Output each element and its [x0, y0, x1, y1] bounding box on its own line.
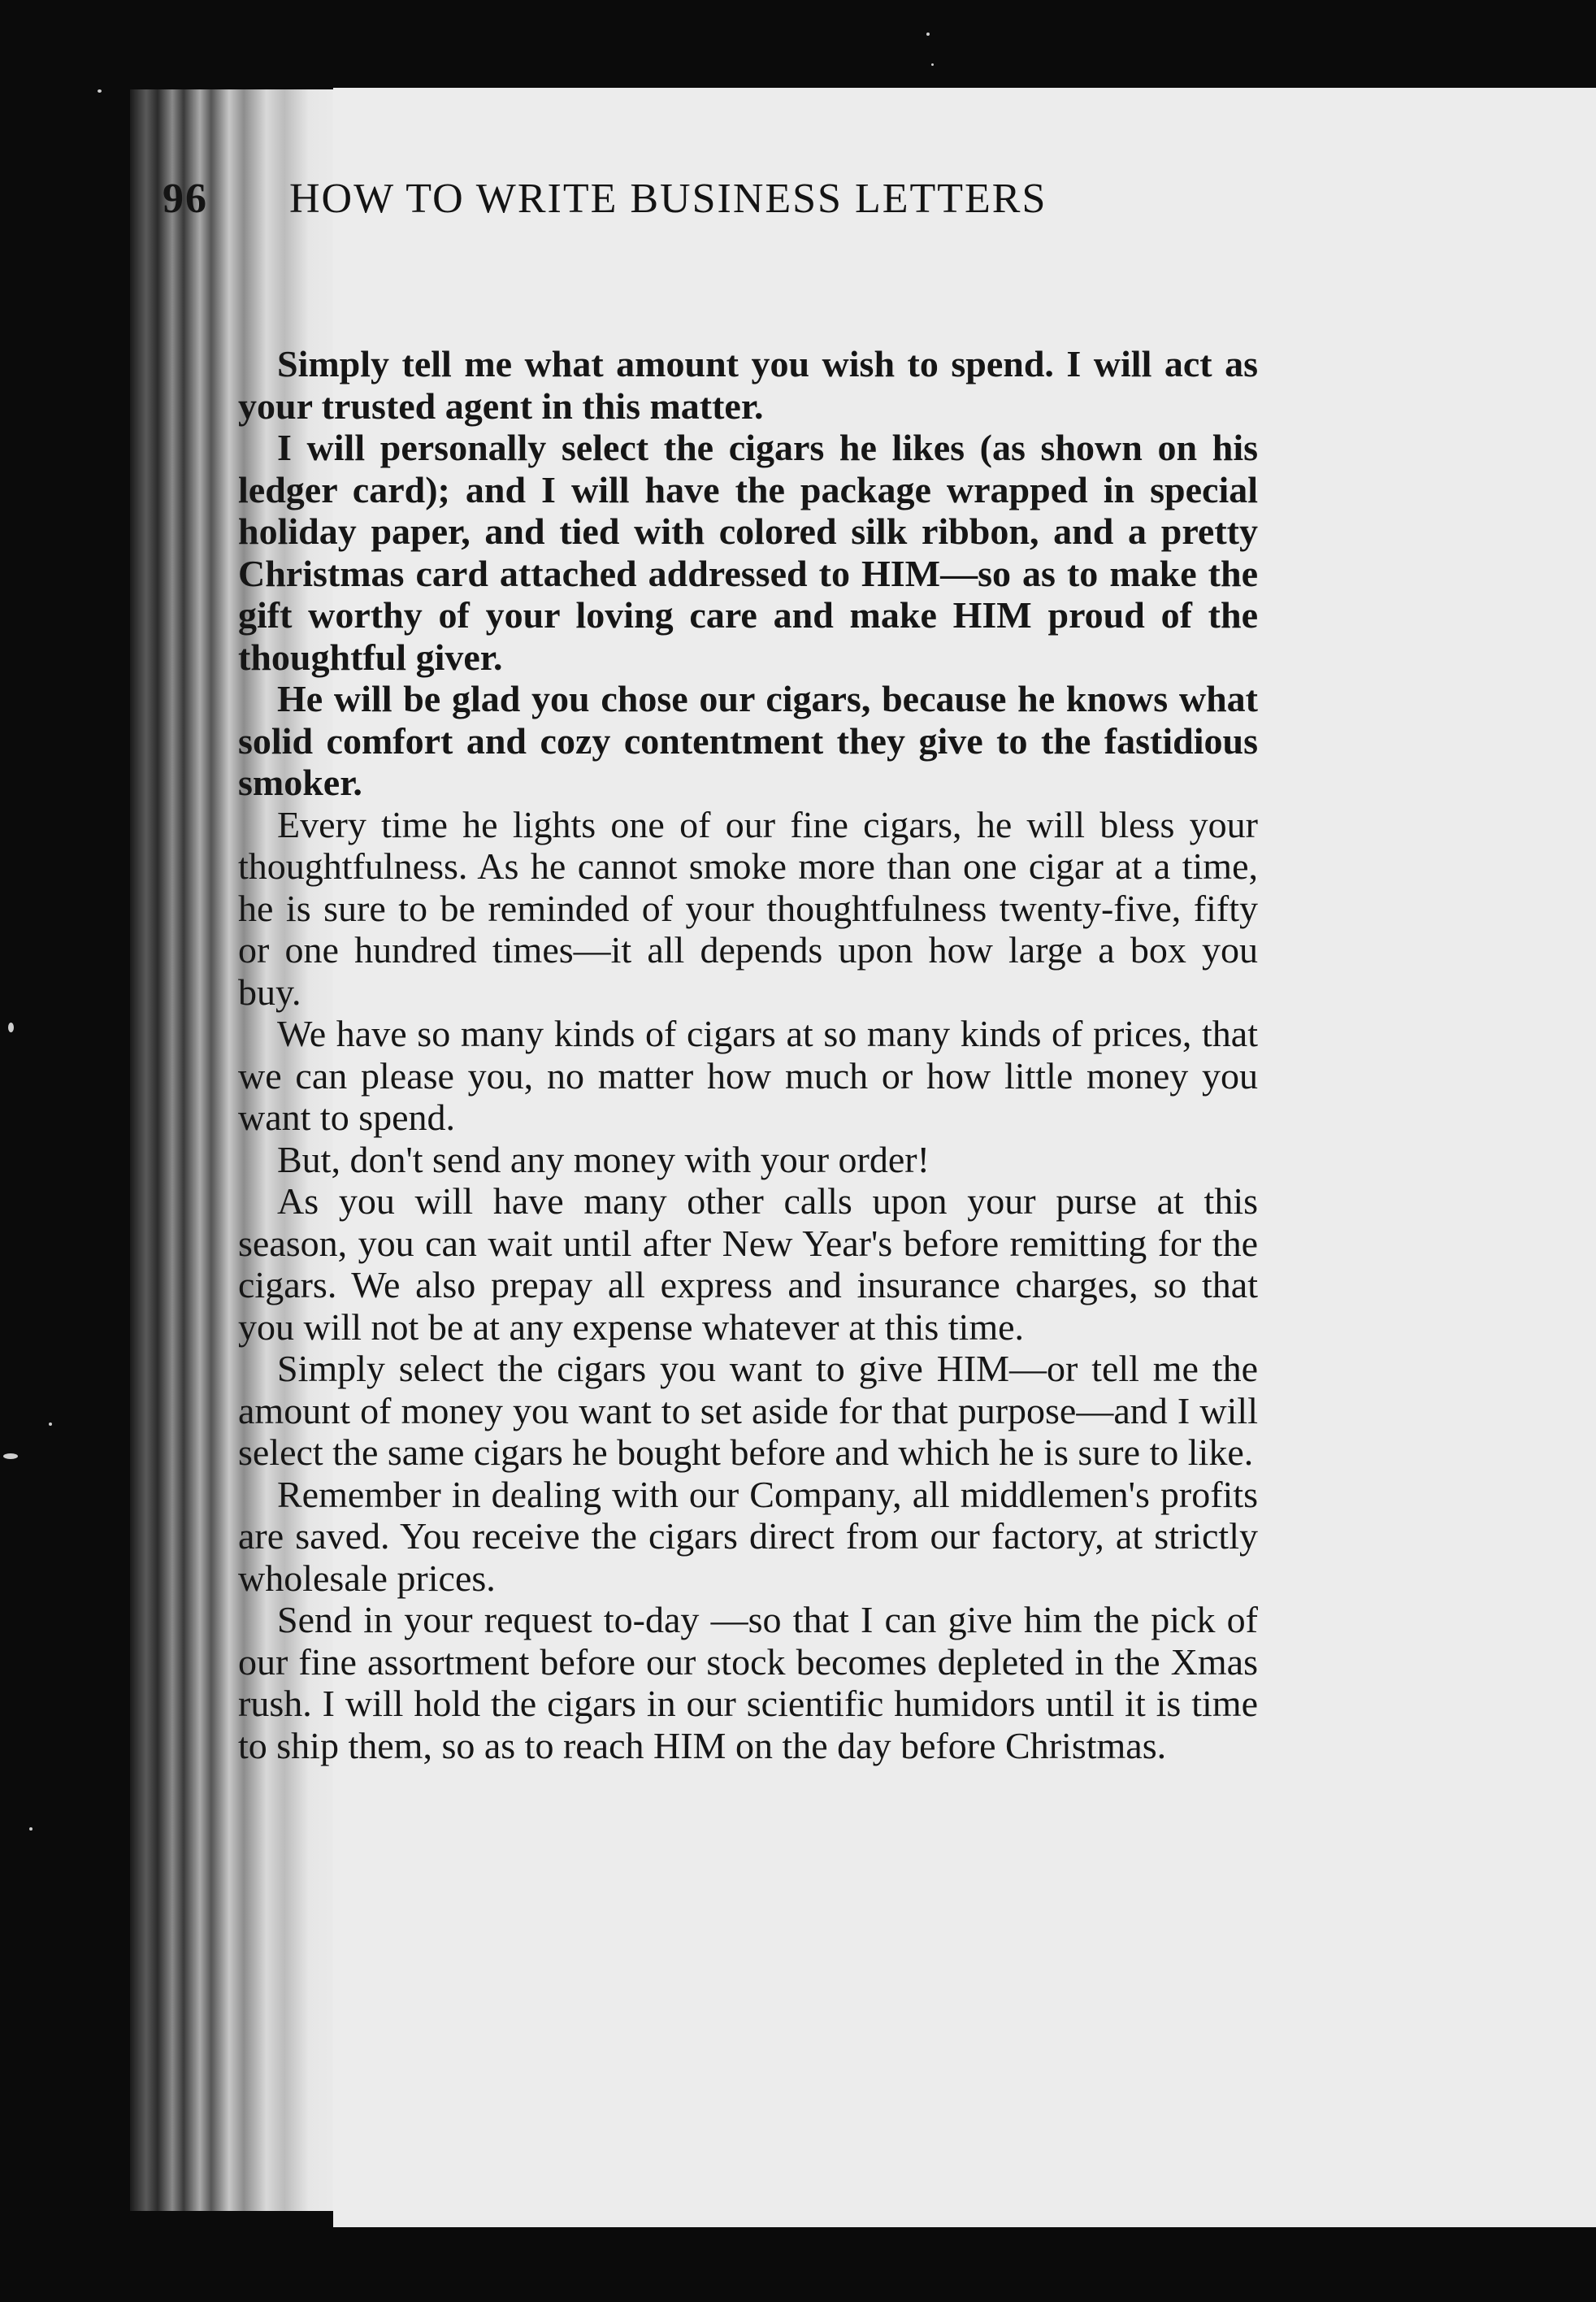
dust-speck: [3, 1453, 18, 1459]
dust-speck: [98, 89, 102, 93]
paragraph: Simply select the cigars you want to give HIM—or tell me the amount of money you want to set aside for that purpose—and I will select the same cigars he bought before and which he is sure to like.: [238, 1348, 1258, 1473]
paragraph: Remember in dealing with our Company, all middlemen's profits are saved. You receive the cigars direct from our factory, at strictly wholesale prices.: [238, 1473, 1258, 1599]
paragraph: Simply tell me what amount you wish to spend. I will act as your trusted agent in this matter.: [238, 343, 1258, 427]
dust-speck: [49, 1422, 52, 1426]
paragraph: I will personally select the cigars he likes (as shown on his ledger card); and I will have the package wrapped in special holiday paper, and tied with colored silk ribbon, and a pretty Christmas card attached addressed to HIM—so as to make the gift worthy of your loving care and make HIM proud of the thoughtful giver.: [238, 427, 1258, 678]
dust-speck: [931, 63, 934, 66]
paragraph: He will be glad you chose our cigars, because he knows what solid comfort and cozy contentment they give to the fastidious smoker.: [238, 678, 1258, 803]
dust-speck: [926, 33, 930, 36]
page-header: [163, 175, 1316, 240]
page-number: 96: [163, 176, 208, 222]
dust-speck: [29, 1827, 33, 1831]
paragraph: Send in your request to-day —so that I can give him the pick of our fine assortment before our stock becomes depleted in the Xmas rush. I will hold the cigars in our scientific humidors until it is time to ship them, so as to reach HIM on the day before Christmas.: [238, 1599, 1258, 1766]
paragraph: But, don't send any money with your order!: [277, 1138, 930, 1180]
paragraph: As you will have many other calls upon your purse at this season, you can wait until after New Year's before remitting for the cigars. We also prepay all express and insurance charges, so that you will not be at any expense whatever at this time.: [238, 1180, 1258, 1348]
paragraph: We have so many kinds of cigars at so many kinds of prices, that we can please you, no matter how much or how little money you want to spend.: [238, 1013, 1258, 1138]
dust-speck: [8, 1023, 14, 1032]
letter-body: [238, 343, 1258, 1766]
paragraph: Every time he lights one of our fine cigars, he will bless your thoughtfulness. As he cannot smoke more than one cigar at a time, he is sure to be reminded of your thoughtfulness twenty-five, fifty or one hundred times—it all depends upon how large a box you buy.: [238, 803, 1258, 1013]
running-head: HOW TO WRITE BUSINESS LETTERS: [289, 176, 1047, 222]
